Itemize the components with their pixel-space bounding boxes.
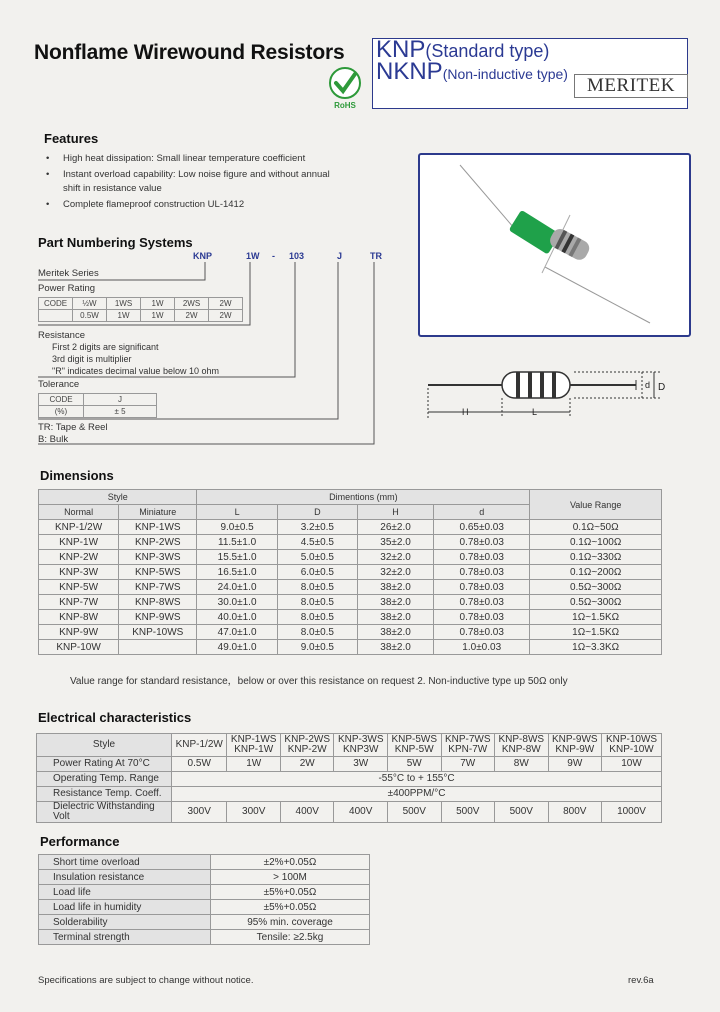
col-D: D [277,505,357,520]
tolerance-cell: ± 5 [84,406,157,418]
nknp-type-label: NKNP(Non-inductive type) [376,58,568,85]
table-cell: 0.5Ω~300Ω [530,595,662,610]
performance-value: ±5%+0.05Ω [211,900,370,915]
table-cell: 38±2.0 [357,625,433,640]
model-cell [387,734,441,757]
table-cell: 32±2.0 [357,550,433,565]
model-cell [172,734,227,757]
packaging-line: TR: Tape & Reel [38,422,108,433]
label-H: H [462,407,469,417]
label-L: L [532,407,538,417]
table-cell: 0.1Ω~100Ω [530,535,662,550]
tolerance-label: Tolerance [38,379,80,390]
dielectric-value: 300V [227,802,281,823]
table-cell: 8.0±0.5 [277,625,357,640]
model-cell [602,734,662,757]
dielectric-value: 500V [441,802,495,823]
power-value: 2W [280,757,334,772]
table-cell: 1Ω~3.3KΩ [530,640,662,655]
power-value-cell: 2W [209,310,243,322]
table-cell: 8.0±0.5 [277,580,357,595]
feature-item: • Instant overload capability: Low noise figure and without annual shift in resistance value [46,168,338,196]
model-cell [227,734,281,757]
table-row [39,915,370,930]
table-cell: 47.0±1.0 [197,625,277,640]
code-part-dash: - [272,251,275,261]
power-value: 3W [334,757,388,772]
electrical-table [36,733,662,823]
table-cell: KNP-10WS [119,625,197,640]
table-cell: 0.5Ω~300Ω [530,580,662,595]
model-cell [441,734,495,757]
table-row [39,855,370,870]
table-cell: 38±2.0 [357,610,433,625]
table-cell: 0.1Ω~200Ω [530,565,662,580]
table-cell: 38±2.0 [357,580,433,595]
model-name: KNP-3WS [337,734,384,745]
performance-label: Solderability [39,915,211,930]
power-value-cell: 0.5W [73,310,107,322]
table-cell: 40.0±1.0 [197,610,277,625]
table-cell: 15.5±1.0 [197,550,277,565]
table-cell: 0.78±0.03 [434,565,530,580]
power-value: 10W [602,757,662,772]
table-cell [119,640,197,655]
table-cell: KNP-9WS [119,610,197,625]
part-numbering-heading: Part Numbering Systems [38,235,193,250]
electrical-heading: Electrical characteristics [38,710,192,725]
table-row [39,930,370,945]
dimension-diagram [424,360,684,431]
performance-table [38,854,370,945]
table-cell: KNP-3WS [119,550,197,565]
performance-value: ±2%+0.05Ω [211,855,370,870]
table-cell: KNP-1W [39,535,119,550]
resistance-line: "R" indicates decimal value below 10 ohm [52,366,219,376]
power-code-cell: CODE [39,298,73,310]
table-cell: KNP-5WS [119,565,197,580]
table-row [39,520,662,535]
model-name: KNP-2W [287,744,327,755]
power-rating-table [38,297,243,322]
feature-item: • Complete flameproof construction UL-1412 [46,198,346,212]
dielectric-value: 300V [172,802,227,823]
code-part-power: 1W [246,251,260,261]
performance-label: Short time overload [39,855,211,870]
dielectric-label: Dielectric Withstanding Volt [37,802,172,823]
table-cell: 0.78±0.03 [434,595,530,610]
model-name: KNP-2WS [284,734,330,745]
dielectric-value: 400V [334,802,388,823]
table-row [39,595,662,610]
model-name: KNP-1W [234,744,274,755]
dielectric-value: 500V [387,802,441,823]
model-cell [280,734,334,757]
table-cell: 11.5±1.0 [197,535,277,550]
table-cell: KNP-2W [39,550,119,565]
code-part-resistance: 103 [289,251,305,261]
table-cell: 24.0±1.0 [197,580,277,595]
col-style: Style [39,490,197,505]
model-name: KPN-7W [448,744,488,755]
table-cell: 8.0±0.5 [277,610,357,625]
table-cell: 32±2.0 [357,565,433,580]
model-name: KNP-1WS [230,734,277,745]
table-cell: 0.1Ω~50Ω [530,520,662,535]
table-cell: 8.0±0.5 [277,595,357,610]
label-D: D [658,382,666,393]
power-value: 1W [227,757,281,772]
col-value-range: Value Range [530,490,662,520]
model-name: KNP-8WS [498,734,545,745]
table-cell: 0.78±0.03 [434,535,530,550]
col-H: H [357,505,433,520]
model-name: KNP-5WS [391,734,438,745]
series-label: Meritek Series [38,268,99,279]
features-heading: Features [44,131,99,146]
performance-value: > 100M [211,870,370,885]
temp-coeff-label: Resistance Temp. Coeff. [37,787,172,802]
table-cell: 1.0±0.03 [434,640,530,655]
table-cell: KNP-8WS [119,595,197,610]
feature-item: • High heat dissipation: Small linear temperature coefficient [46,152,346,166]
table-row [39,535,662,550]
table-cell: 0.65±0.03 [434,520,530,535]
temp-range-label: Operating Temp. Range [37,772,172,787]
revision: rev.6a [628,975,654,986]
table-cell: 38±2.0 [357,595,433,610]
table-cell: 9.0±0.5 [197,520,277,535]
power-code-cell: 2WS [175,298,209,310]
model-name: KNP-9W [555,744,595,755]
power-code-cell: ½W [73,298,107,310]
table-cell: 0.78±0.03 [434,580,530,595]
tolerance-cell: (%) [39,406,84,418]
temp-coeff-value: ±400PPM/°C [172,787,662,802]
performance-value: Tensile: ≥2.5kg [211,930,370,945]
power-value-cell: 1W [107,310,141,322]
table-cell: 16.5±1.0 [197,565,277,580]
power-value: 0.5W [172,757,227,772]
brand-logo: MERITEK [574,74,688,98]
dielectric-value: 500V [495,802,549,823]
code-part-series: KNP [193,251,213,261]
table-cell: KNP-10W [39,640,119,655]
table-row [39,885,370,900]
col-d: d [434,505,530,520]
dimensions-heading: Dimensions [40,468,114,483]
table-row [39,610,662,625]
table-cell: 9.0±0.5 [277,640,357,655]
table-row [39,565,662,580]
tolerance-cell: CODE [39,394,84,406]
table-cell: KNP-3W [39,565,119,580]
table-cell: 6.0±0.5 [277,565,357,580]
table-cell: KNP-8W [39,610,119,625]
dielectric-value: 800V [548,802,602,823]
performance-label: Load life in humidity [39,900,211,915]
model-name: KNP-9WS [552,734,598,745]
table-cell: 35±2.0 [357,535,433,550]
dielectric-value: 1000V [602,802,662,823]
table-cell: 38±2.0 [357,640,433,655]
table-cell: 49.0±1.0 [197,640,277,655]
temp-range-value: -55°C to + 155°C [172,772,662,787]
power-rating-label: Power Rating [38,283,96,294]
performance-label: Insulation resistance [39,870,211,885]
table-cell: KNP-1WS [119,520,197,535]
table-cell: 26±2.0 [357,520,433,535]
resistance-line: First 2 digits are significant [52,342,159,352]
performance-label: Terminal strength [39,930,211,945]
resistance-line: 3rd digit is multiplier [52,354,132,364]
table-cell: 3.2±0.5 [277,520,357,535]
tolerance-cell: J [84,394,157,406]
model-cell [548,734,602,757]
dielectric-value: 400V [280,802,334,823]
power-code-cell: 2W [209,298,243,310]
rohs-label: RoHS [334,101,356,110]
model-cell [334,734,388,757]
model-name: KNP-8W [501,744,541,755]
table-row [39,900,370,915]
model-name: KNP-10WS [605,734,658,745]
code-part-tolerance: J [337,251,343,261]
table-cell: KNP-5W [39,580,119,595]
power-value: 7W [441,757,495,772]
packaging-line: B: Bulk [38,434,69,445]
power-rating-label: Power Rating At 70°C [37,757,172,772]
dimensions-table [38,489,662,655]
model-name: KNP-1/2W [175,739,223,750]
table-cell: KNP-2WS [119,535,197,550]
model-name: KNP3W [342,744,379,755]
page-title: Nonflame Wirewound Resistors [34,41,345,64]
performance-heading: Performance [40,834,120,849]
model-name: KNP-10W [609,744,654,755]
power-value-cell: 1W [141,310,175,322]
tolerance-table [38,393,157,418]
model-cell [495,734,549,757]
table-cell: KNP-9W [39,625,119,640]
model-name: KNP-7WS [444,734,491,745]
table-cell: KNP-7W [39,595,119,610]
performance-value: 95% min. coverage [211,915,370,930]
table-cell: 0.1Ω~330Ω [530,550,662,565]
power-value-cell: 2W [175,310,209,322]
table-cell: 1Ω~1.5KΩ [530,610,662,625]
dimensions-note: Value range for standard resistance，below or over this resistance on request 2. Non-inductive type up 50Ω only [70,676,568,687]
table-cell: KNP-1/2W [39,520,119,535]
table-row [39,870,370,885]
performance-label: Load life [39,885,211,900]
table-cell: 4.5±0.5 [277,535,357,550]
table-cell: 0.78±0.03 [434,550,530,565]
table-cell: 30.0±1.0 [197,595,277,610]
col-miniature: Miniature [119,505,197,520]
knp-type-label: KNP(Standard type) [376,36,550,63]
power-code-cell: 1WS [107,298,141,310]
table-cell: KNP-7WS [119,580,197,595]
table-cell: 0.78±0.03 [434,625,530,640]
table-cell: 1Ω~1.5KΩ [530,625,662,640]
code-part-packaging: TR [370,251,382,261]
power-value: 9W [548,757,602,772]
model-name: KNP-5W [394,744,434,755]
power-value: 8W [495,757,549,772]
table-cell: 5.0±0.5 [277,550,357,565]
footer-note: Specifications are subject to change without notice. [38,975,254,986]
style-label: Style [37,734,172,757]
table-row [39,640,662,655]
table-row [39,550,662,565]
resistance-label: Resistance [38,330,85,341]
power-value-cell [39,310,73,322]
col-L: L [197,505,277,520]
table-row [39,580,662,595]
table-cell: 0.78±0.03 [434,610,530,625]
table-row [39,625,662,640]
power-value: 5W [387,757,441,772]
col-normal: Normal [39,505,119,520]
power-code-cell: 1W [141,298,175,310]
col-dimensions: Dimentions (mm) [197,490,530,505]
label-d: d [645,380,651,390]
performance-value: ±5%+0.05Ω [211,885,370,900]
